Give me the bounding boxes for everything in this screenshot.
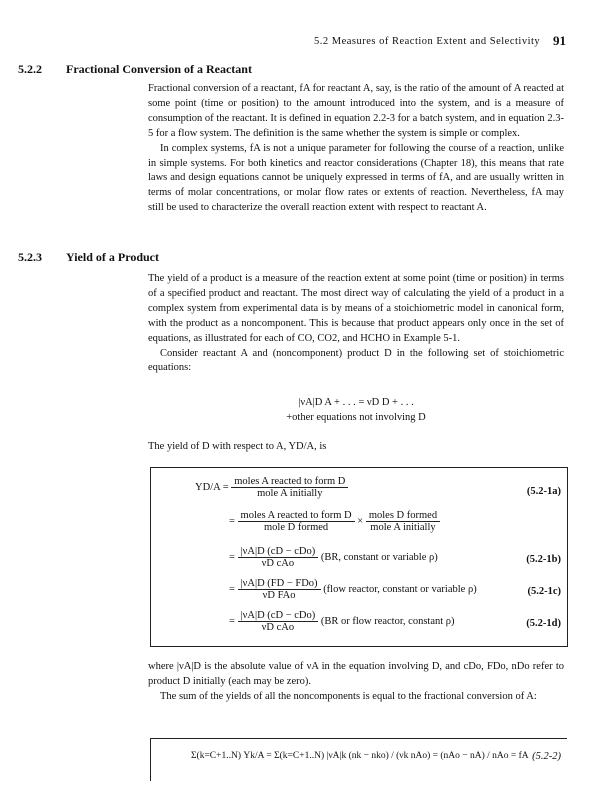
equation-label: (5.2-1b) — [526, 554, 561, 565]
equation-label: (5.2-2) — [532, 751, 561, 762]
section-title: Yield of a Product — [66, 250, 159, 264]
denominator: νD cAo — [261, 558, 295, 569]
paragraph: Fractional conversion of a reactant, fA for reactant A, say, is the ratio of the amount of A reacted at some point (time or position) to the amount introduced into the system, and is a measure of consumption of the reactant. It is defined in equation 2.2-3 for a batch system, and in equation 2.3-5 for a flow system. The definition is the same whether the system is simple or complex. — [148, 83, 564, 139]
after-box-text — [148, 660, 564, 705]
running-header: 5.2 Measures of Reaction Extent and Selectivity — [314, 36, 541, 47]
equation-label: (5.2-1c) — [527, 586, 561, 597]
yield-intro: The yield of D with respect to A, YD/A, is — [148, 441, 327, 452]
equation-row — [195, 476, 348, 499]
paragraph: where |νA|D is the absolute value of νA in the equation involving D, and cDo, FDo, nDo refer to product D initially (each may be zero). — [148, 661, 564, 687]
sum-equation: Σ(k=C+1..N) Yk/A = Σ(k=C+1..N) |νA|k (nk − nko) / (νk nAo) = (nAo − nA) / nAo = fA — [191, 751, 529, 761]
denominator: νD cAo — [261, 622, 295, 633]
page-number: 91 — [553, 33, 566, 48]
numerator: |νA|D (FD − FDo) — [238, 578, 321, 590]
paragraph: The sum of the yields of all the noncomponents is equal to the fractional conversion of A: — [160, 690, 537, 702]
sum-equation-box — [150, 738, 567, 781]
condition: (BR or flow reactor, constant ρ) — [320, 615, 455, 627]
numerator: moles D formed — [366, 510, 440, 522]
equation-label: (5.2-1d) — [526, 618, 561, 629]
numerator: |νA|D (cD − cDo) — [238, 610, 319, 622]
numerator: moles A reacted to form D — [238, 510, 355, 522]
fraction — [238, 546, 319, 569]
fraction — [238, 510, 355, 533]
section-body — [148, 272, 564, 376]
section-number: 5.2.3 — [18, 250, 42, 264]
equation-row: = $\frac{\text{moles A reacted to form D}}{\text{mole D formed}}$ × $\frac{\text{moles D formed}}{\text{mole A initially}}$ — [229, 510, 440, 533]
denominator: mole D formed — [264, 522, 329, 533]
condition: (flow reactor, constant or variable ρ) — [323, 583, 477, 595]
numerator: |νA|D (cD − cDo) — [238, 546, 319, 558]
section-body — [148, 82, 564, 216]
equation-row: = $\frac{\text{|νA|D (cD − cDo)}}{\text{νD cAo}}$ (BR, constant or variable ρ) — [229, 546, 438, 569]
denominator: mole A initially — [370, 522, 436, 533]
paragraph: In complex systems, fA is not a unique parameter for following the course of a reaction, unlike in simple systems. For both kinetics and reactor considerations (Chapter 18), this means that rate laws and design equations cannot be uniquely expressed in terms of fA, and are usually written in terms of molar concentrations, or molar flow rates or extents of reaction. Nevertheless, fA may still be used to characterize the overall reaction extent with respect to reactant A. — [148, 142, 564, 214]
equation-row: = $\frac{\text{|νA|D (cD − cDo)}}{\text{νD cAo}}$ (BR or flow reactor, constant ρ) — [229, 610, 455, 633]
stoichiometric-equations — [148, 396, 564, 426]
denominator: νD FAo — [262, 590, 296, 601]
condition: (BR, constant or variable ρ) — [320, 551, 438, 563]
section-number: 5.2.2 — [18, 62, 42, 76]
equation-label: (5.2-1a) — [526, 486, 561, 497]
paragraph: Consider reactant A and (noncomponent) product D in the following set of stoichiometric equations: — [148, 347, 564, 374]
section-title: Fractional Conversion of a Reactant — [66, 62, 252, 76]
yield-symbol: YD/A = — [195, 481, 229, 493]
fraction — [238, 578, 321, 601]
yield-definition-box — [150, 467, 568, 647]
equation-line: |νA|D A + . . . = νD D + . . . — [298, 397, 414, 408]
numerator: moles A reacted to form D — [231, 476, 348, 488]
equation-row: = $\frac{\text{|νA|D (FD − FDo)}}{\text{νD FAo}}$ (flow reactor, constant or variable ρ) — [229, 578, 477, 601]
equation-line: +other equations not involving D — [286, 411, 426, 423]
fraction — [231, 476, 348, 499]
fraction — [366, 510, 440, 533]
denominator: mole A initially — [257, 488, 323, 499]
times-sign: × — [357, 515, 364, 527]
fraction — [238, 610, 319, 633]
paragraph: The yield of a product is a measure of the reaction extent at some point (time or position) in terms of a specified product and reactant. The most direct way of calculating the yield of a product in a complex system from experimental data is by means of a stoichiometric model in canonical form, with the product as a noncomponent. This is because that product appears only once in the set of equations, as illustrated for each of CO, CO2, and HCHO in Example 5-1. — [148, 273, 564, 344]
